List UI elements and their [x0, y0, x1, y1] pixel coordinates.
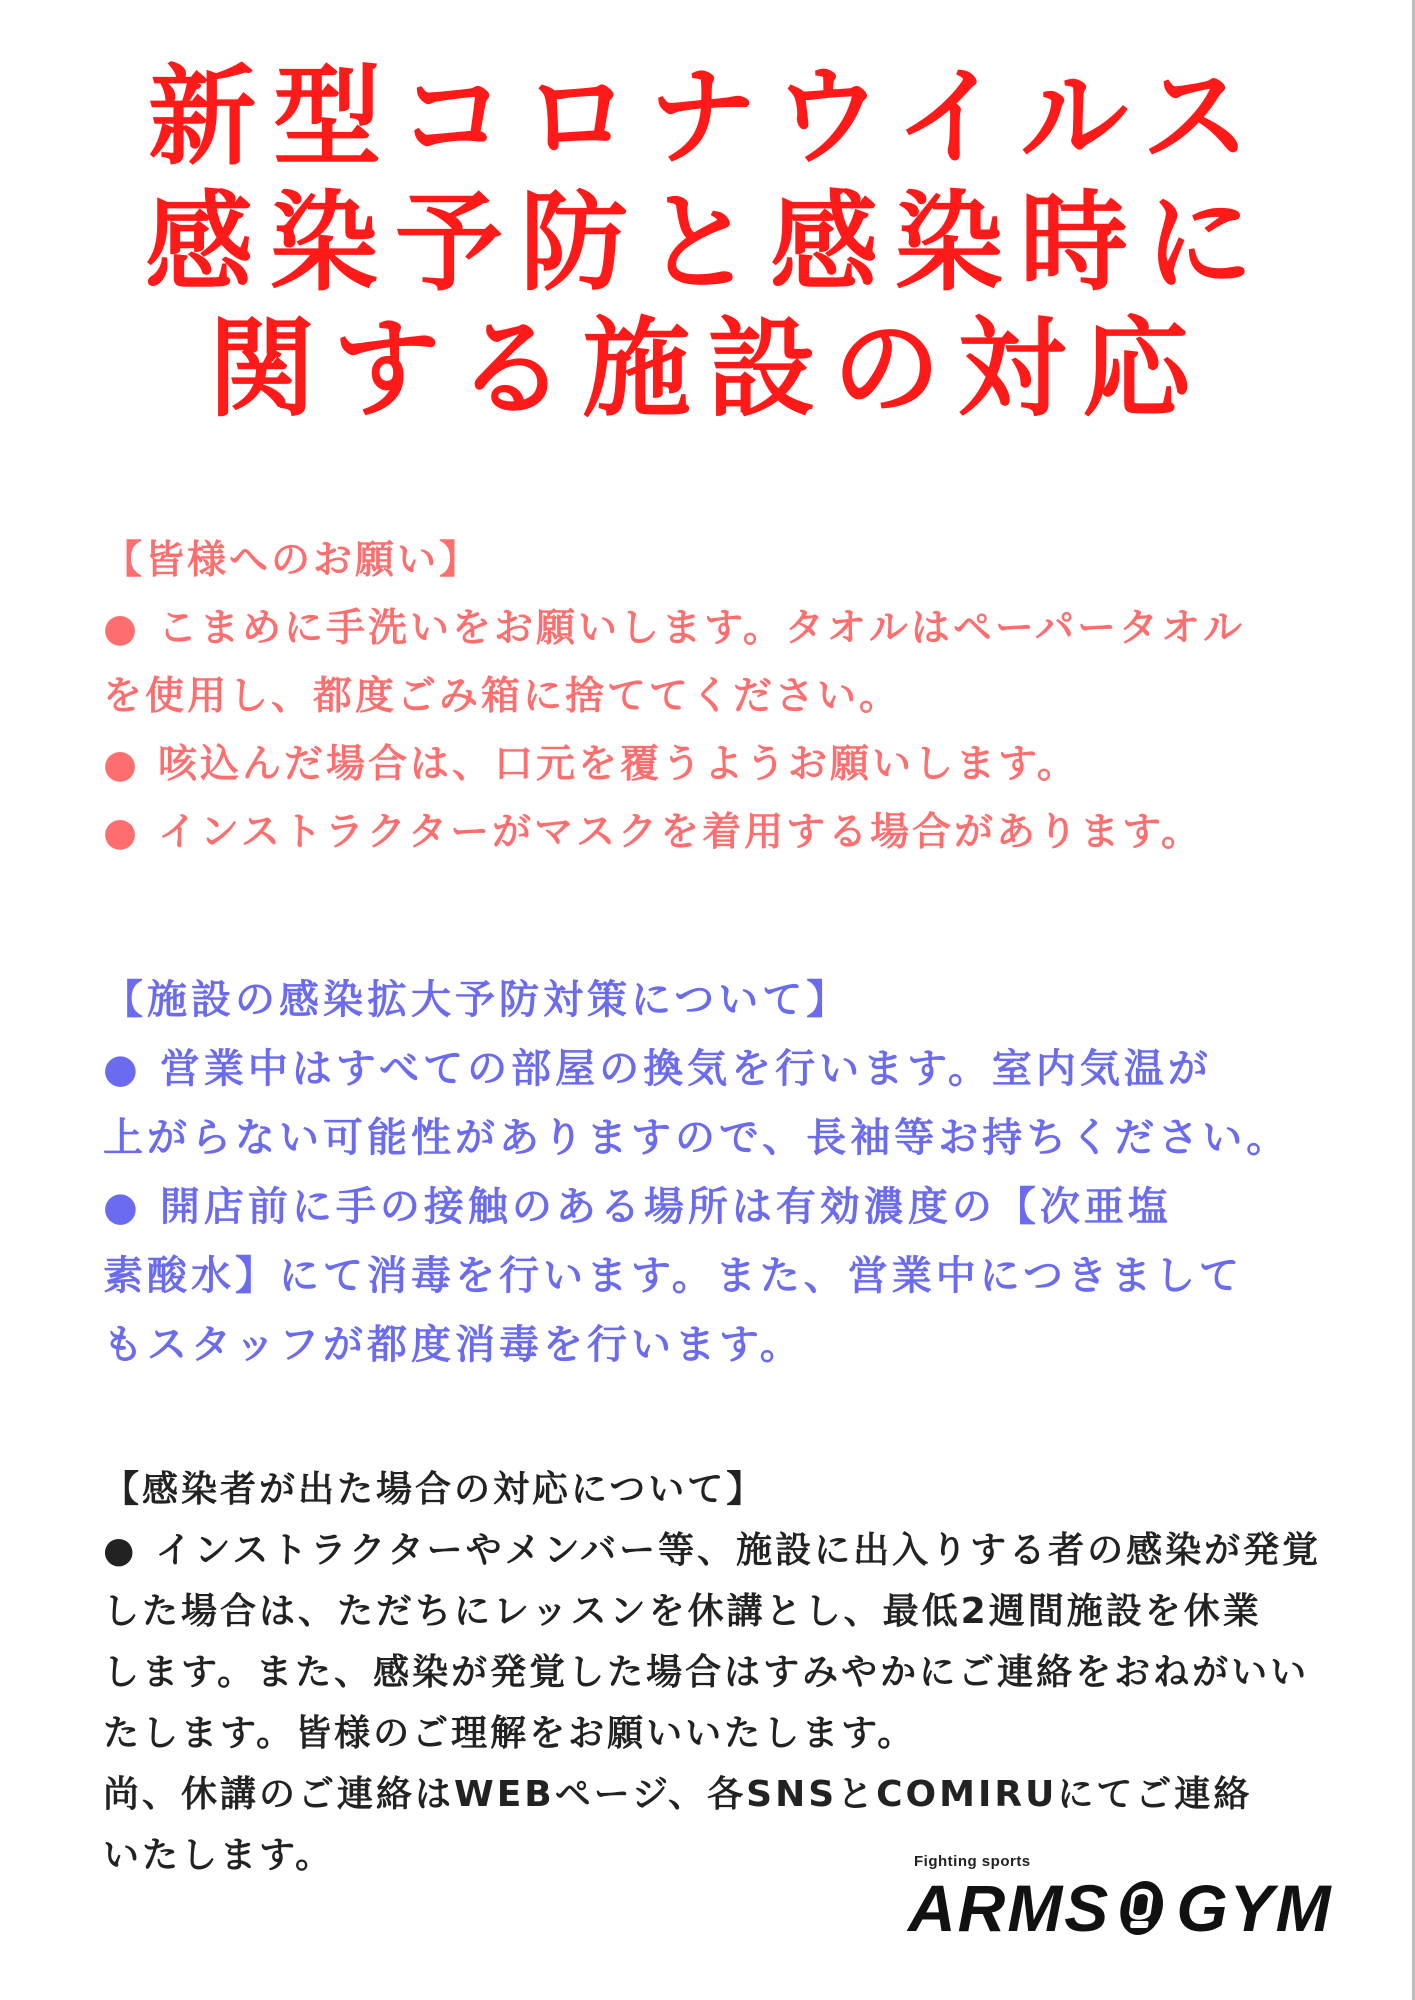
- title-line-3: 関する施設の対応: [207, 307, 1208, 432]
- bullet-icon: ●: [103, 606, 141, 651]
- title-line-1: 新型コロナウイルス: [148, 55, 1267, 180]
- measures-line: 営業中はすべての部屋の換気を行います。室内気温が: [159, 1046, 1212, 1092]
- infection-line-continued: します。また、感染が発覚した場合はすみやかにご連絡をおねがいい: [103, 1652, 1310, 1693]
- logo-subtitle: Fighting sports: [914, 1853, 1031, 1870]
- infection-section: [103, 1459, 1363, 1886]
- requests-line-continued: を使用し、都度ごみ箱に捨ててください。: [103, 674, 902, 719]
- bullet-icon: ●: [103, 1184, 142, 1230]
- measures-heading: 【施設の感染拡大予防対策について】: [103, 977, 851, 1023]
- glove-icon: [1114, 1877, 1172, 1939]
- requests-line: インストラクターがマスクを着用する場合があります。: [158, 810, 1203, 855]
- arms-gym-logo: [908, 1853, 1338, 1953]
- requests-line: こまめに手洗いをお願いします。タオルはペーパータオル: [158, 606, 1245, 651]
- measures-line-continued: 素酸水】にて消毒を行います。また、営業中につきまして: [103, 1253, 1243, 1299]
- infection-item: [103, 1520, 1363, 1581]
- logo-word-arms: ARMS: [908, 1871, 1111, 1945]
- requests-line: 咳込んだ場合は、口元を覆うようお願いします。: [158, 742, 1079, 787]
- bullet-icon: ●: [103, 1046, 142, 1092]
- measures-item: [103, 1173, 1363, 1242]
- requests-section: [103, 527, 1363, 867]
- infection-line-continued: たします。皆様のご理解をお願いいたします。: [103, 1713, 917, 1754]
- title-line-2: 感染予防と感染時に: [144, 181, 1270, 306]
- infection-line: インストラクターやメンバー等、施設に出入りする者の感染が発覚: [155, 1530, 1322, 1571]
- requests-heading: 【皆様へのお願い】: [103, 538, 482, 583]
- infection-note-continued: いたします。: [103, 1835, 335, 1876]
- measures-section: [103, 966, 1363, 1380]
- logo-wordmark: [908, 1873, 1333, 1943]
- requests-item: [103, 799, 1363, 867]
- measures-line-continued: 上がらない可能性がありますので、長袖等お持ちください。: [103, 1115, 1291, 1161]
- bullet-icon: ●: [103, 742, 141, 787]
- infection-line-continued: した場合は、ただちにレッスンを休講とし、最低2週間施設を休業: [103, 1591, 1262, 1632]
- infection-note: 尚、休講のご連絡はWEBページ、各SNSとCOMIRUにてご連絡: [103, 1774, 1253, 1815]
- measures-line: 開店前に手の接触のある場所は有効濃度の【次亜塩: [159, 1184, 1172, 1230]
- bullet-icon: ●: [103, 810, 141, 855]
- requests-item: [103, 595, 1363, 663]
- measures-item: [103, 1035, 1363, 1104]
- notice-title: [0, 55, 1415, 433]
- requests-item: [103, 731, 1363, 799]
- measures-line-continued: もスタッフが都度消毒を行います。: [103, 1322, 804, 1368]
- infection-heading: 【感染者が出た場合の対応について】: [103, 1469, 766, 1510]
- logo-word-gym: GYM: [1176, 1871, 1333, 1945]
- bullet-icon: ●: [103, 1530, 138, 1571]
